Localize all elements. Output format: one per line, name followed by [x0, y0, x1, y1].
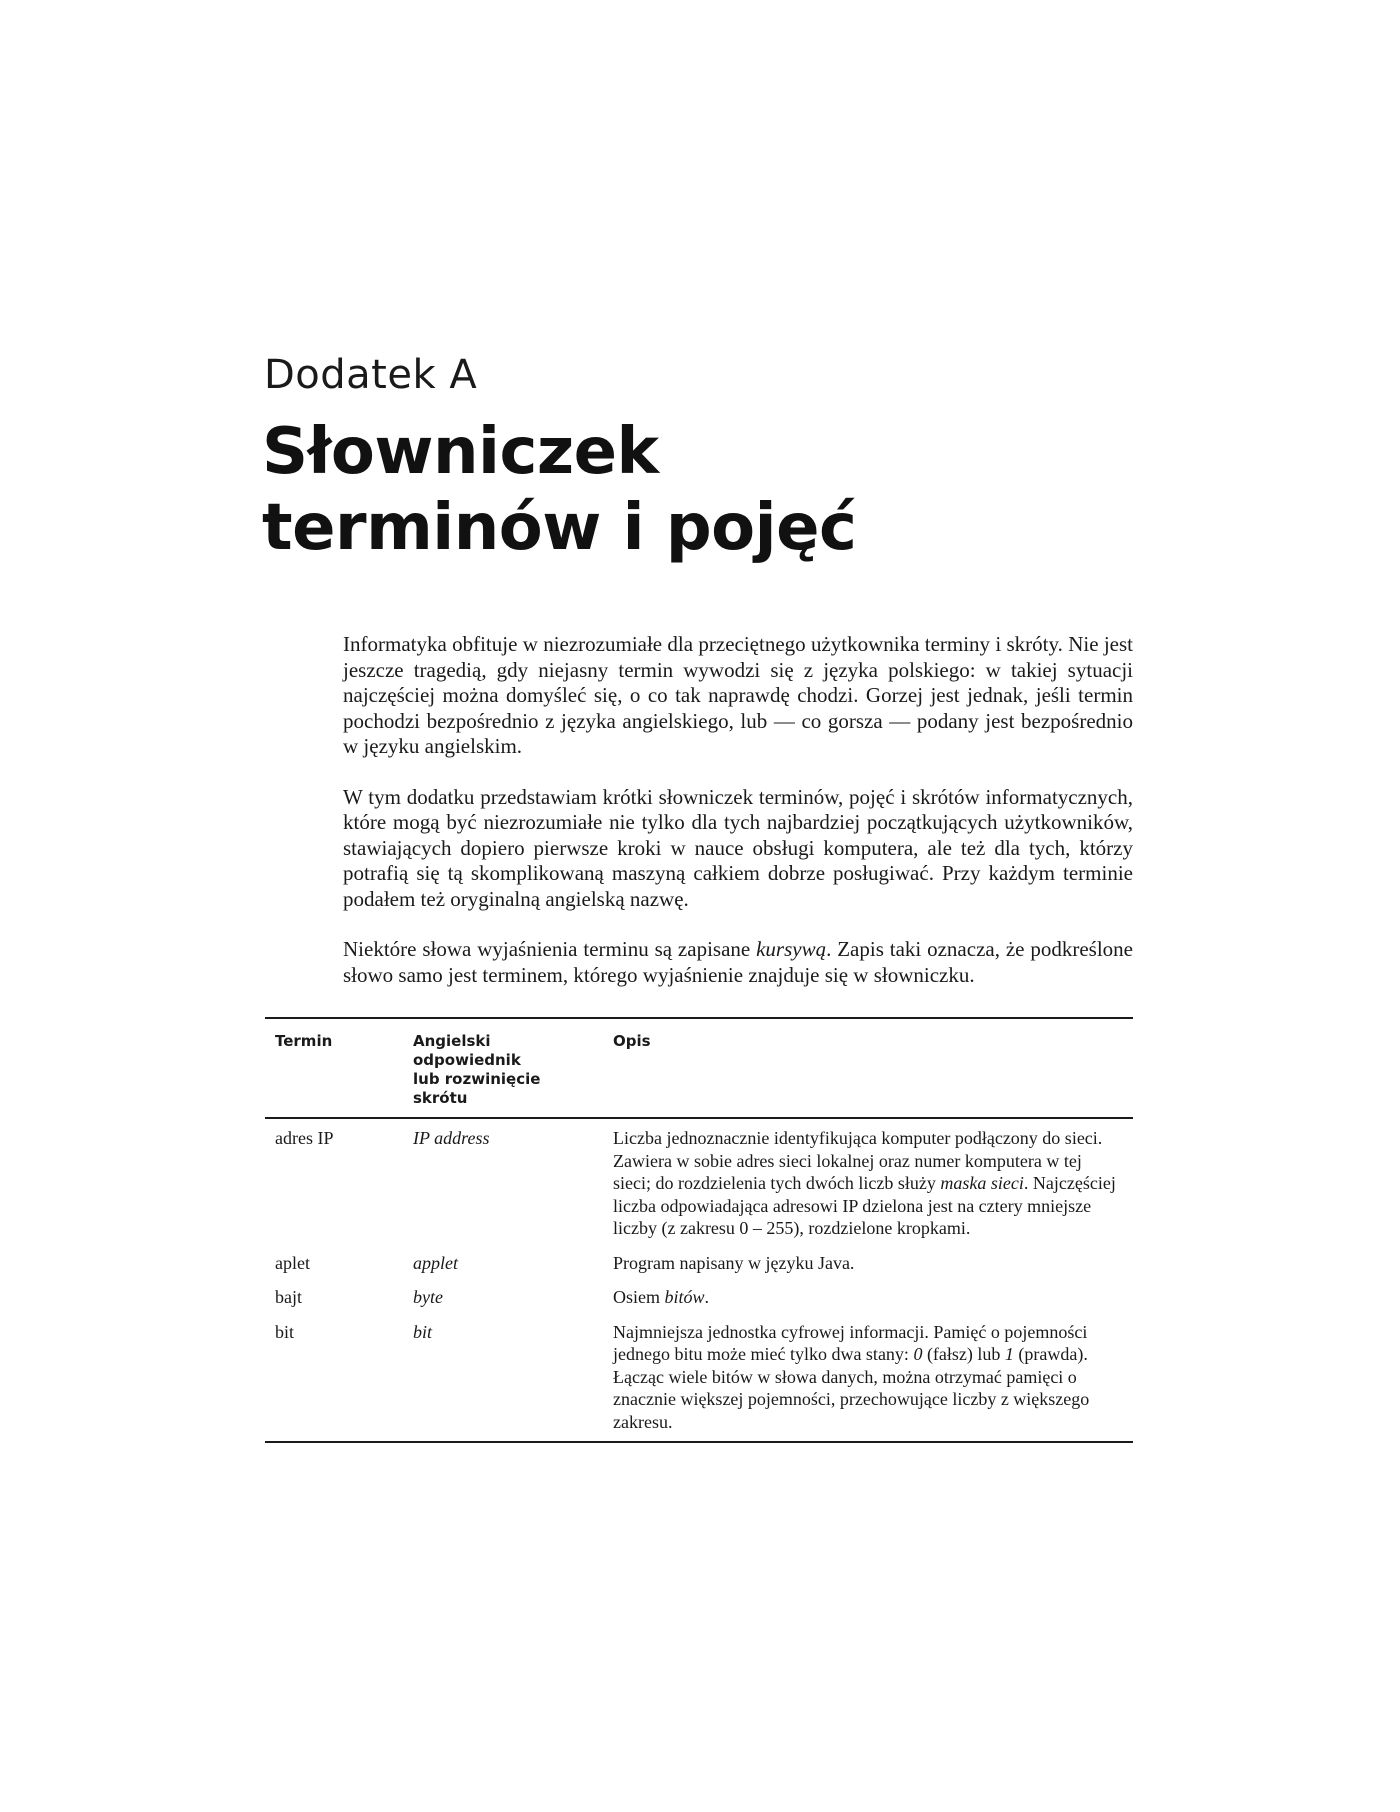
desc-text: Liczba jednoznacznie identyfikująca komputer podłączony do sieci. Zawiera w sobie adres sieci lokalnej oraz numer komputera w tej sieci; do rozdzielenia tych dwóch liczb służy [613, 1128, 1103, 1193]
intro-p3-text: Niektóre słowa wyjaśnienia terminu są zapisane [343, 937, 757, 961]
cell-description [603, 1278, 1133, 1313]
intro-p3-text-end: . Zapis taki oznacza, że podkreślone słowo samo jest terminem, którego wyjaśnienie znajduje się w słowniczku. [343, 937, 1133, 987]
chapter-title-line-1: Słowniczek [262, 415, 659, 489]
desc-text: (prawda). Łącząc wiele bitów w słowa danych, można otrzymać pamięci o znacznie większej pojemności, przechowujące liczby z większego zakresu. [613, 1344, 1090, 1432]
glossary-table [265, 1017, 1133, 1443]
table-row [265, 1278, 1133, 1313]
cell-term: bajt [275, 1287, 302, 1307]
table-row [265, 1313, 1133, 1443]
chapter-title-line-2: terminów i pojęć [262, 491, 857, 565]
header-english [403, 1018, 603, 1118]
cell-term: aplet [275, 1252, 310, 1273]
intro-p3-italic: kursywą [756, 937, 827, 961]
desc-text: . Najczęściej liczba odpowiadająca adresowi IP dzielona jest na cztery mniejsze liczby (z zakresu 0 – 255), rozdzielone kropkami. [613, 1173, 1116, 1238]
header-term: Termin [275, 1032, 333, 1050]
table-row [265, 1244, 1133, 1279]
desc-text: . [704, 1287, 710, 1307]
chapter-title [262, 414, 1162, 566]
header-english-line-1: Angielski odpowiednik [413, 1032, 521, 1069]
desc-text: (fałsz) lub [922, 1344, 1005, 1364]
cell-description [603, 1118, 1133, 1244]
chapter-label: Dodatek A [264, 352, 478, 398]
cell-description [603, 1313, 1133, 1443]
header-description: Opis [613, 1032, 651, 1050]
intro-paragraph-3 [343, 937, 1133, 988]
intro-paragraph-2: W tym dodatku przedstawiam krótki słowniczek terminów, pojęć i skrótów informatycznych, które mogą być niezrozumiałe nie tylko dla tych najbardziej początkujących użytkowników, stawiających dopiero pierwsze kroki w nauce obsługi komputera, ale też dla tych, którzy potrafią się tą skomplikowaną maszyną całkiem dobrze posługiwać. Przy każdym terminie podałem też oryginalną angielską nazwę. [343, 784, 1133, 911]
desc-text: Osiem [613, 1287, 665, 1307]
header-english-line-2: lub rozwinięcie skrótu [413, 1070, 541, 1107]
cell-term: adres IP [275, 1128, 334, 1148]
desc-italic-term: 0 [913, 1344, 923, 1364]
cell-english: applet [413, 1252, 458, 1273]
cell-description: Program napisany w języku Java. [613, 1252, 855, 1273]
desc-italic-term: 1 [1004, 1344, 1014, 1364]
desc-text: Najmniejsza jednostka cyfrowej informacji. Pamięć o pojemności jednego bitu może mieć tylko dwa stany: [613, 1321, 1088, 1364]
cell-english: bit [413, 1321, 433, 1342]
desc-italic-term: maska sieci [940, 1173, 1024, 1193]
table-row [265, 1118, 1133, 1244]
cell-english: IP address [413, 1128, 490, 1148]
intro-text [343, 632, 1133, 1013]
cell-english: byte [413, 1287, 443, 1307]
table-header-row [265, 1018, 1133, 1118]
intro-paragraph-1: Informatyka obfituje w niezrozumiałe dla przeciętnego użytkownika terminy i skróty. Nie jest jeszcze tragedią, gdy niejasny termin wywodzi się z języka polskiego: w takiej sytuacji najczęściej można domyśleć się, o co tak naprawdę chodzi. Gorzej jest jednak, jeśli termin pochodzi bezpośrednio z języka angielskiego, lub — co gorsza — podany jest bezpośrednio w języku angielskim. [343, 632, 1133, 758]
desc-italic-term: bitów [664, 1287, 705, 1307]
cell-term: bit [275, 1321, 295, 1342]
